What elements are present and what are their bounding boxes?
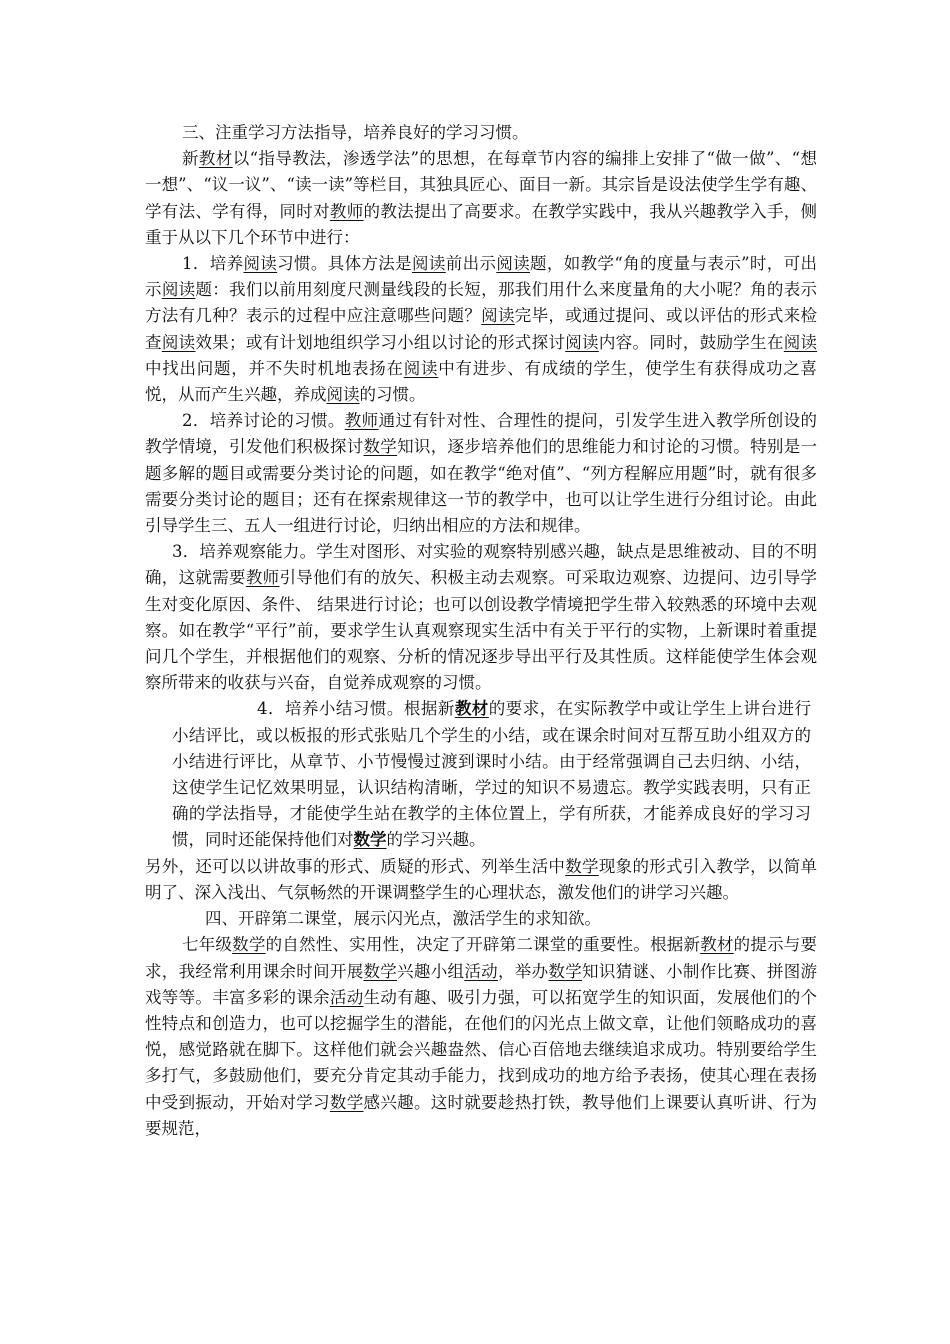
text-run: 4．培养小结习惯。根据新 xyxy=(257,699,455,719)
text-run: 题，如教学“角的度量与表示”时，可出示 xyxy=(145,254,818,300)
keyword-link: 阅读 xyxy=(243,254,278,274)
keyword-link: 教师 xyxy=(245,568,280,588)
keyword-link: 数学 xyxy=(548,961,583,981)
keyword-link: 教师 xyxy=(344,411,379,431)
text-run: 七年级 xyxy=(182,935,233,955)
keyword-link: 数学 xyxy=(232,935,266,955)
keyword-link: 阅读 xyxy=(403,358,439,378)
keyword-link: 数学 xyxy=(565,856,599,876)
text-run: 引导他们有的放矢、积极主动去观察。可采取边观察、边提问、边引导学生对变化原因、条件、 结果进行讨论；也可以创设教学情境把学生带入较熟悉的环境中去观察。如在教学“平行”前，要求学生认真观察现实生活中有关于平行的实物，上新课时着重提问几个学生，并根据他们的观察、分析的情况逐步导出平行及其性质。这样能使学生体会观察所带来的收获与兴奋，自觉养成观察的习惯。 xyxy=(145,568,818,693)
keyword-link: 阅读 xyxy=(496,254,531,274)
paragraph-intro xyxy=(145,146,817,251)
keyword-link-bold: 教材 xyxy=(454,699,489,719)
section-heading-3: 三、注重学习方法指导，培养良好的学习习惯。 xyxy=(182,123,529,142)
text-run: 另外，还可以以讲故事的形式、质疑的形式、列举生活中 xyxy=(145,856,566,876)
text-run: 知识猜谜、小制作比赛、拼图游戏等等。丰富多彩的课余 xyxy=(145,961,818,1007)
keyword-link: 教材 xyxy=(700,935,734,955)
text-run: 前出示 xyxy=(445,254,497,274)
text-run: 新 xyxy=(182,149,199,169)
text-run: 的自然性、实用性，决定了开辟第二课堂的重要性。根据新 xyxy=(265,935,701,955)
keyword-link: 阅读 xyxy=(326,385,360,405)
keyword-link: 阅读 xyxy=(161,280,196,300)
paragraph-discussion-habit xyxy=(145,408,817,539)
text-run: ，举办 xyxy=(497,961,549,981)
paragraph-reading-habit xyxy=(145,251,817,408)
keyword-link: 数学 xyxy=(363,961,398,981)
text-run: 中找出问题，并不失时机地表扬在 xyxy=(145,358,404,378)
keyword-link: 阅读 xyxy=(565,332,599,352)
section-heading-4: 四、开辟第二课堂，展示闪光点，激活学生的求知欲。 xyxy=(205,909,601,929)
text-run: 3．培养观察能力。学生对图形、对实验的观察特别感兴趣，缺点是思维被动、目的不明确，这就需要 xyxy=(145,542,817,588)
text-run: 完毕，或通过提问、或以评估的形式来检查 xyxy=(145,306,818,352)
text-run: 通过有针对性、合理性的提问，引发学生进入教学所创设的教学情境，引发他们积极探讨 xyxy=(145,411,818,457)
keyword-link: 阅读 xyxy=(481,306,515,326)
text-run: 的提示与要求，我经常利用课余时间开展 xyxy=(145,935,818,981)
text-run: 生动有趣、吸引力强，可以拓宽学生的知识面，发展他们的个性特点和创造力，也可以挖掘学生的潜能，在他们的闪光点上做文章，让他们领略成功的喜悦，感觉路就在脚下。这样他们就会兴趣盎然、信心百倍地去继续追求成功。特别要给学生多打气，多鼓励他们，要充分肯定其动手能力，找到成功的地方给予表扬，使其心理在表扬中受到振动，开始对学习 xyxy=(145,987,818,1112)
paragraph-summary-habit xyxy=(145,696,817,853)
keyword-link: 数学 xyxy=(363,437,398,457)
paragraph-additionally xyxy=(145,854,817,906)
text-run: 的学习兴趣。 xyxy=(386,830,486,850)
text-run: 感兴趣。这时就要趁热打铁，教导他们上课要认真听讲、行为要规范， xyxy=(145,1092,818,1138)
keyword-link: 活动 xyxy=(329,987,364,1007)
text-run: 2．培养讨论的习惯。 xyxy=(182,411,345,431)
text-run: 兴趣小组 xyxy=(397,961,465,981)
keyword-link: 阅读 xyxy=(161,332,196,352)
text-run: 知识，逐步培养他们的思维能力和讨论的习惯。特别是一题多解的题目或需要分类讨论的问题，如在教学“绝对值”、“列方程解应用题”时，就有很多需要分类讨论的题目；还有在探索规律这一节的教学中，也可以让学生进行分组讨论。由此引导学生三、五人一组进行讨论，归纳出相应的方法和规律。 xyxy=(145,437,818,536)
text-run: 的要求，在实际教学中或让学生上讲台进行小结评比，或以板报的形式张贴几个学生的小结，或在课余时间对互帮互助小组双方的小结进行评比，从章节、小节慢慢过渡到课时小结。由于经常强调自己去归纳、小结，这使学生记忆效果明显，认识结构清晰，学过的知识不易遗忘。教学实践表明，只有正确的学法指导，才能使学生站在教学的主体位置上，学有所获，才能养成良好的学习习惯，同时还能保持他们对 xyxy=(172,699,811,850)
text-run: 以“指导教法，渗透学法”的思想，在每章节内容的编排上安排了“做一做”、“想一想”、“议一议”、“读一读”等栏目，其独具匠心、面目一新。其宗旨是设法使学生学有趣、学有法、学有得，同时对 xyxy=(145,149,818,221)
keyword-link: 教材 xyxy=(198,149,233,169)
text-run: 中有进步、有成绩的学生，使学生有获得成功之喜悦，从而产生兴趣，养成 xyxy=(145,358,817,405)
paragraph-second-classroom xyxy=(145,932,817,1142)
text-run: 的习惯。 xyxy=(359,385,426,405)
document-body xyxy=(145,120,817,1142)
keyword-link: 阅读 xyxy=(783,332,818,352)
text-run: 1．培养 xyxy=(182,254,244,274)
text-run: 效果；或有计划地组织学习小组以讨论的形式探讨 xyxy=(195,332,566,352)
text-run: 习惯。具体方法是 xyxy=(277,254,413,274)
keyword-link-bold: 数学 xyxy=(353,830,387,850)
text-run: 题：我们以前用刻度尺测量线段的长短，那我们用什么来度量角的大小呢？角的表示方法有几种？表示的过程中应注意哪些问题？ xyxy=(145,280,818,326)
keyword-link: 活动 xyxy=(464,961,498,981)
text-run: 现象的形式引入教学，以简单明了、深入浅出、气氛畅然的开课调整学生的心理状态，激发他们的讲学习兴趣。 xyxy=(145,856,818,902)
text-run: 内容。同时，鼓励学生在 xyxy=(598,332,784,352)
paragraph-observation xyxy=(145,539,817,696)
keyword-link: 教师 xyxy=(329,201,364,221)
keyword-link: 数学 xyxy=(329,1092,364,1112)
text-run: 的教法提出了高要求。在教学实践中，我从兴趣教学入手，侧重于从以下几个环节中进行： xyxy=(145,201,818,247)
keyword-link: 阅读 xyxy=(412,254,446,274)
